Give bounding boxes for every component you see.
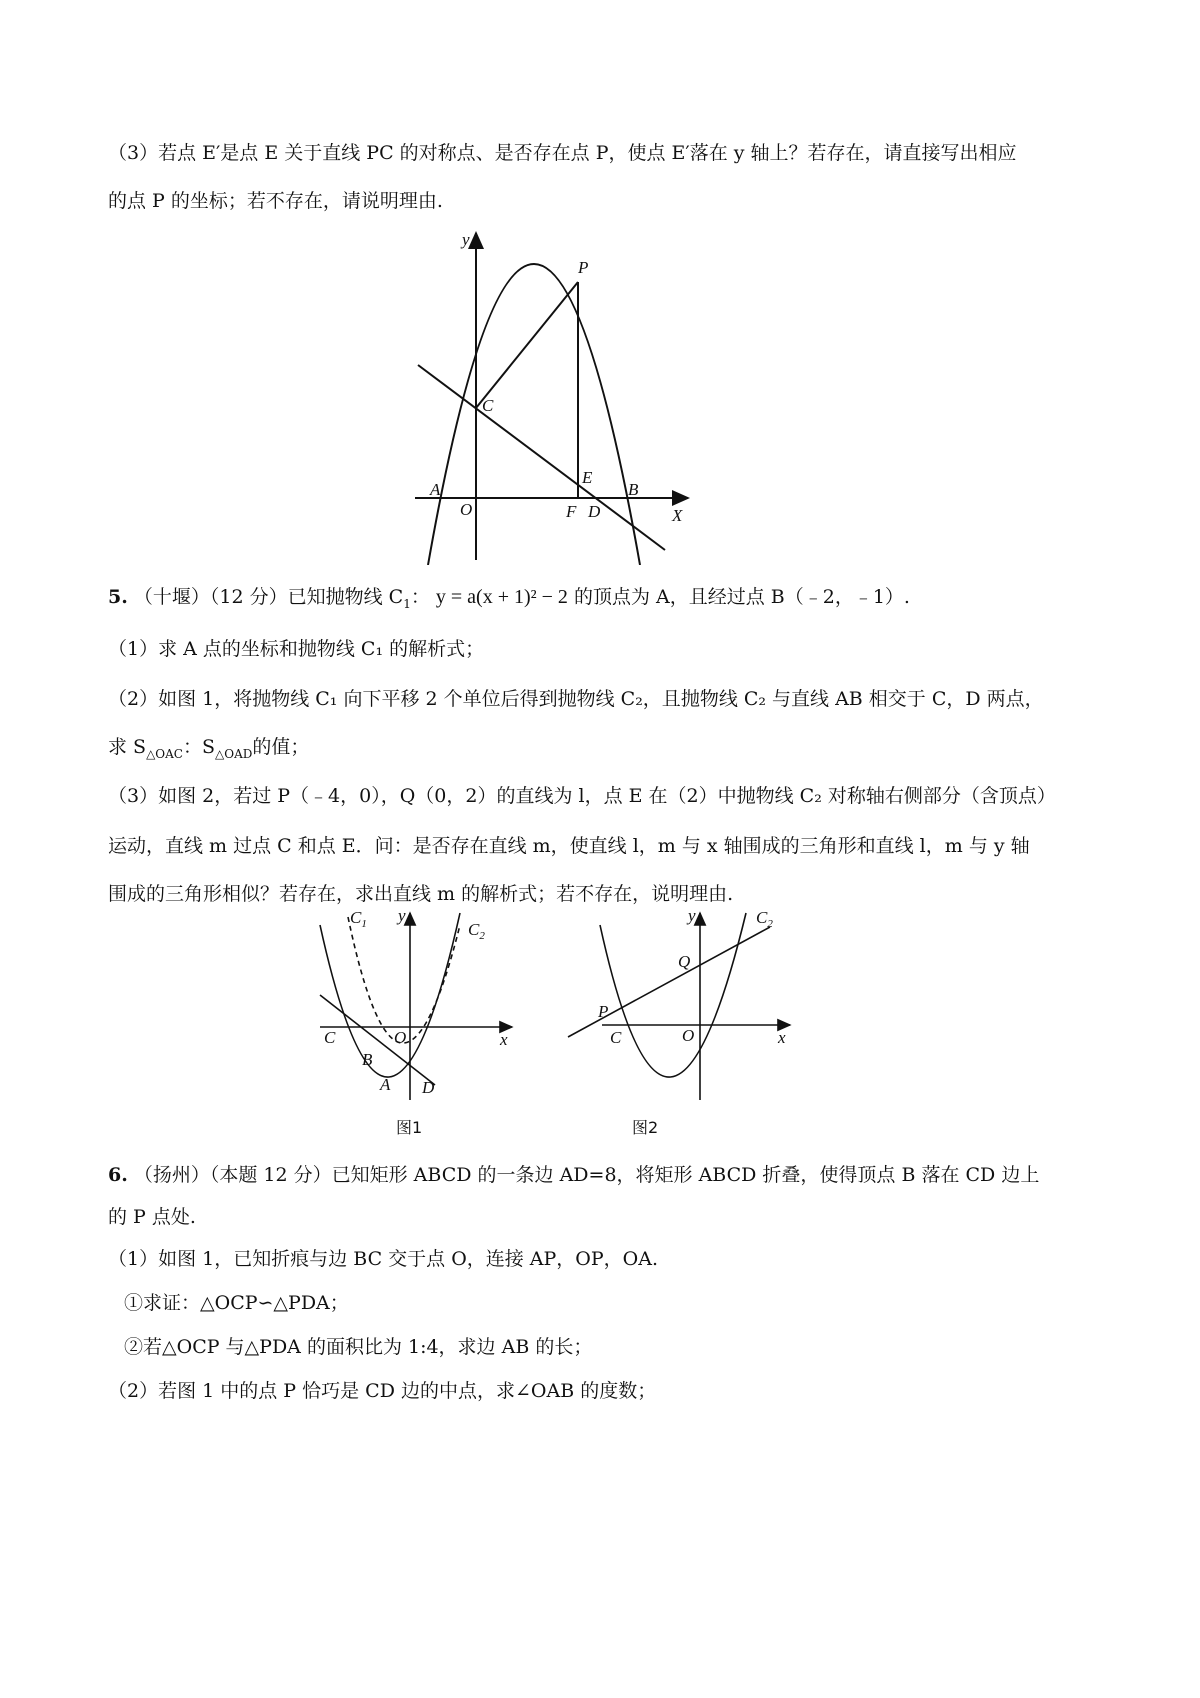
q4-part3-line2: 的点 P 的坐标；若不存在，请说明理由. bbox=[108, 190, 443, 212]
label-D: D bbox=[588, 502, 601, 521]
label-c2: $C_2$ bbox=[756, 908, 773, 930]
q5-header-pre: （十堰）（12 分）已知抛物线 C bbox=[133, 586, 404, 608]
q5-part3-line2: 运动，直线 m 过点 C 和点 E．问：是否存在直线 m，使直线 l，m 与 x 轴围成的三角形和直线 l，m 与 y 轴 bbox=[108, 835, 1030, 857]
q6-part1-sub1: ①求证：△OCP∽△PDA； bbox=[124, 1292, 349, 1314]
label-x: x bbox=[778, 1028, 786, 1047]
parabola-c2 bbox=[320, 913, 460, 1077]
q5-part2-line2 bbox=[108, 734, 309, 767]
label-C: C bbox=[610, 1028, 622, 1047]
q5-part2-sub1: △OAC bbox=[146, 746, 183, 761]
label-C: C bbox=[482, 396, 494, 415]
q6-header bbox=[108, 1162, 1039, 1188]
label-X: X bbox=[672, 506, 683, 525]
label-y: y bbox=[398, 906, 406, 925]
label-F: F bbox=[566, 502, 577, 521]
q6-header-text: （扬州）（本题 12 分）已知矩形 ABCD 的一条边 AD=8，将矩形 ABCD 折叠，使得顶点 B 落在 CD 边上 bbox=[133, 1164, 1040, 1186]
label-A: A bbox=[430, 480, 441, 499]
q5-part2-post: 的值； bbox=[252, 736, 310, 758]
label-O: O bbox=[460, 500, 473, 519]
line-ab bbox=[320, 995, 435, 1085]
parabola bbox=[428, 264, 640, 565]
q6-part1: （1）如图 1，已知折痕与边 BC 交于点 O，连接 AP，OP，OA. bbox=[108, 1248, 659, 1270]
q5-header-post: 的顶点为 A，且经过点 B（﹣2，﹣1）. bbox=[573, 586, 910, 608]
q5-part2-sub2: △OAD bbox=[215, 746, 253, 761]
label-y: y bbox=[462, 230, 470, 249]
q5-number: 5. bbox=[108, 586, 128, 608]
label-x: x bbox=[500, 1030, 508, 1049]
q5-header bbox=[108, 584, 910, 617]
label-A: A bbox=[380, 1075, 391, 1094]
q5-part3-line1: （3）如图 2，若过 P（﹣4，0），Q（0，2）的直线为 l，点 E 在（2）中抛物线 C₂ 对称轴右侧部分（含顶点） bbox=[108, 785, 1056, 807]
label-B: B bbox=[628, 480, 639, 499]
label-C: C bbox=[324, 1028, 336, 1047]
label-c2: $C_2$ bbox=[468, 920, 485, 942]
label-B: B bbox=[362, 1050, 373, 1069]
q4-figure bbox=[410, 225, 700, 565]
label-y: y bbox=[688, 906, 696, 925]
q6-part2: （2）若图 1 中的点 P 恰巧是 CD 边的中点，求∠OAB 的度数； bbox=[108, 1380, 657, 1402]
label-O: O bbox=[682, 1026, 695, 1045]
label-E: E bbox=[582, 468, 593, 487]
q5-header-sub: 1 bbox=[403, 596, 411, 611]
label-P: P bbox=[598, 1002, 609, 1021]
label-c1: $C_1$ bbox=[350, 908, 367, 930]
line-cd bbox=[418, 365, 665, 550]
segment-cp bbox=[476, 282, 578, 408]
q5-figure-1 bbox=[300, 905, 530, 1135]
label-D: D bbox=[422, 1078, 435, 1097]
q6-header-line2: 的 P 点处. bbox=[108, 1206, 196, 1228]
q5-part3-line3: 围成的三角形相似？若存在，求出直线 m 的解析式；若不存在，说明理由. bbox=[108, 883, 734, 905]
q4-part3-line1: （3）若点 E′是点 E 关于直线 PC 的对称点、是否存在点 P，使点 E′落在 y 轴上？若存在，请直接写出相应 bbox=[108, 142, 1017, 164]
q5-part2-pre: 求 S bbox=[108, 736, 147, 758]
q6-number: 6. bbox=[108, 1164, 128, 1186]
q5-formula: y = a(x + 1)² − 2 bbox=[435, 586, 568, 608]
label-Q: Q bbox=[678, 952, 691, 971]
fig1-caption: 图1 bbox=[396, 1118, 423, 1135]
label-P: P bbox=[578, 258, 589, 277]
q5-part2-mid: ：S bbox=[182, 736, 216, 758]
fig2-caption: 图2 bbox=[632, 1118, 659, 1135]
q6-part1-sub2: ②若△OCP 与△PDA 的面积比为 1:4，求边 AB 的长； bbox=[124, 1336, 593, 1358]
label-O: O bbox=[394, 1028, 407, 1047]
q5-figure-2 bbox=[560, 905, 800, 1135]
q5-part1: （1）求 A 点的坐标和抛物线 C₁ 的解析式； bbox=[108, 638, 485, 660]
q5-part2-line1: （2）如图 1，将抛物线 C₁ 向下平移 2 个单位后得到抛物线 C₂，且抛物线 C₂ 与直线 AB 相交于 C，D 两点， bbox=[108, 688, 1044, 710]
parabola-c2 bbox=[600, 913, 746, 1077]
q5-header-colon: ： bbox=[410, 586, 430, 608]
